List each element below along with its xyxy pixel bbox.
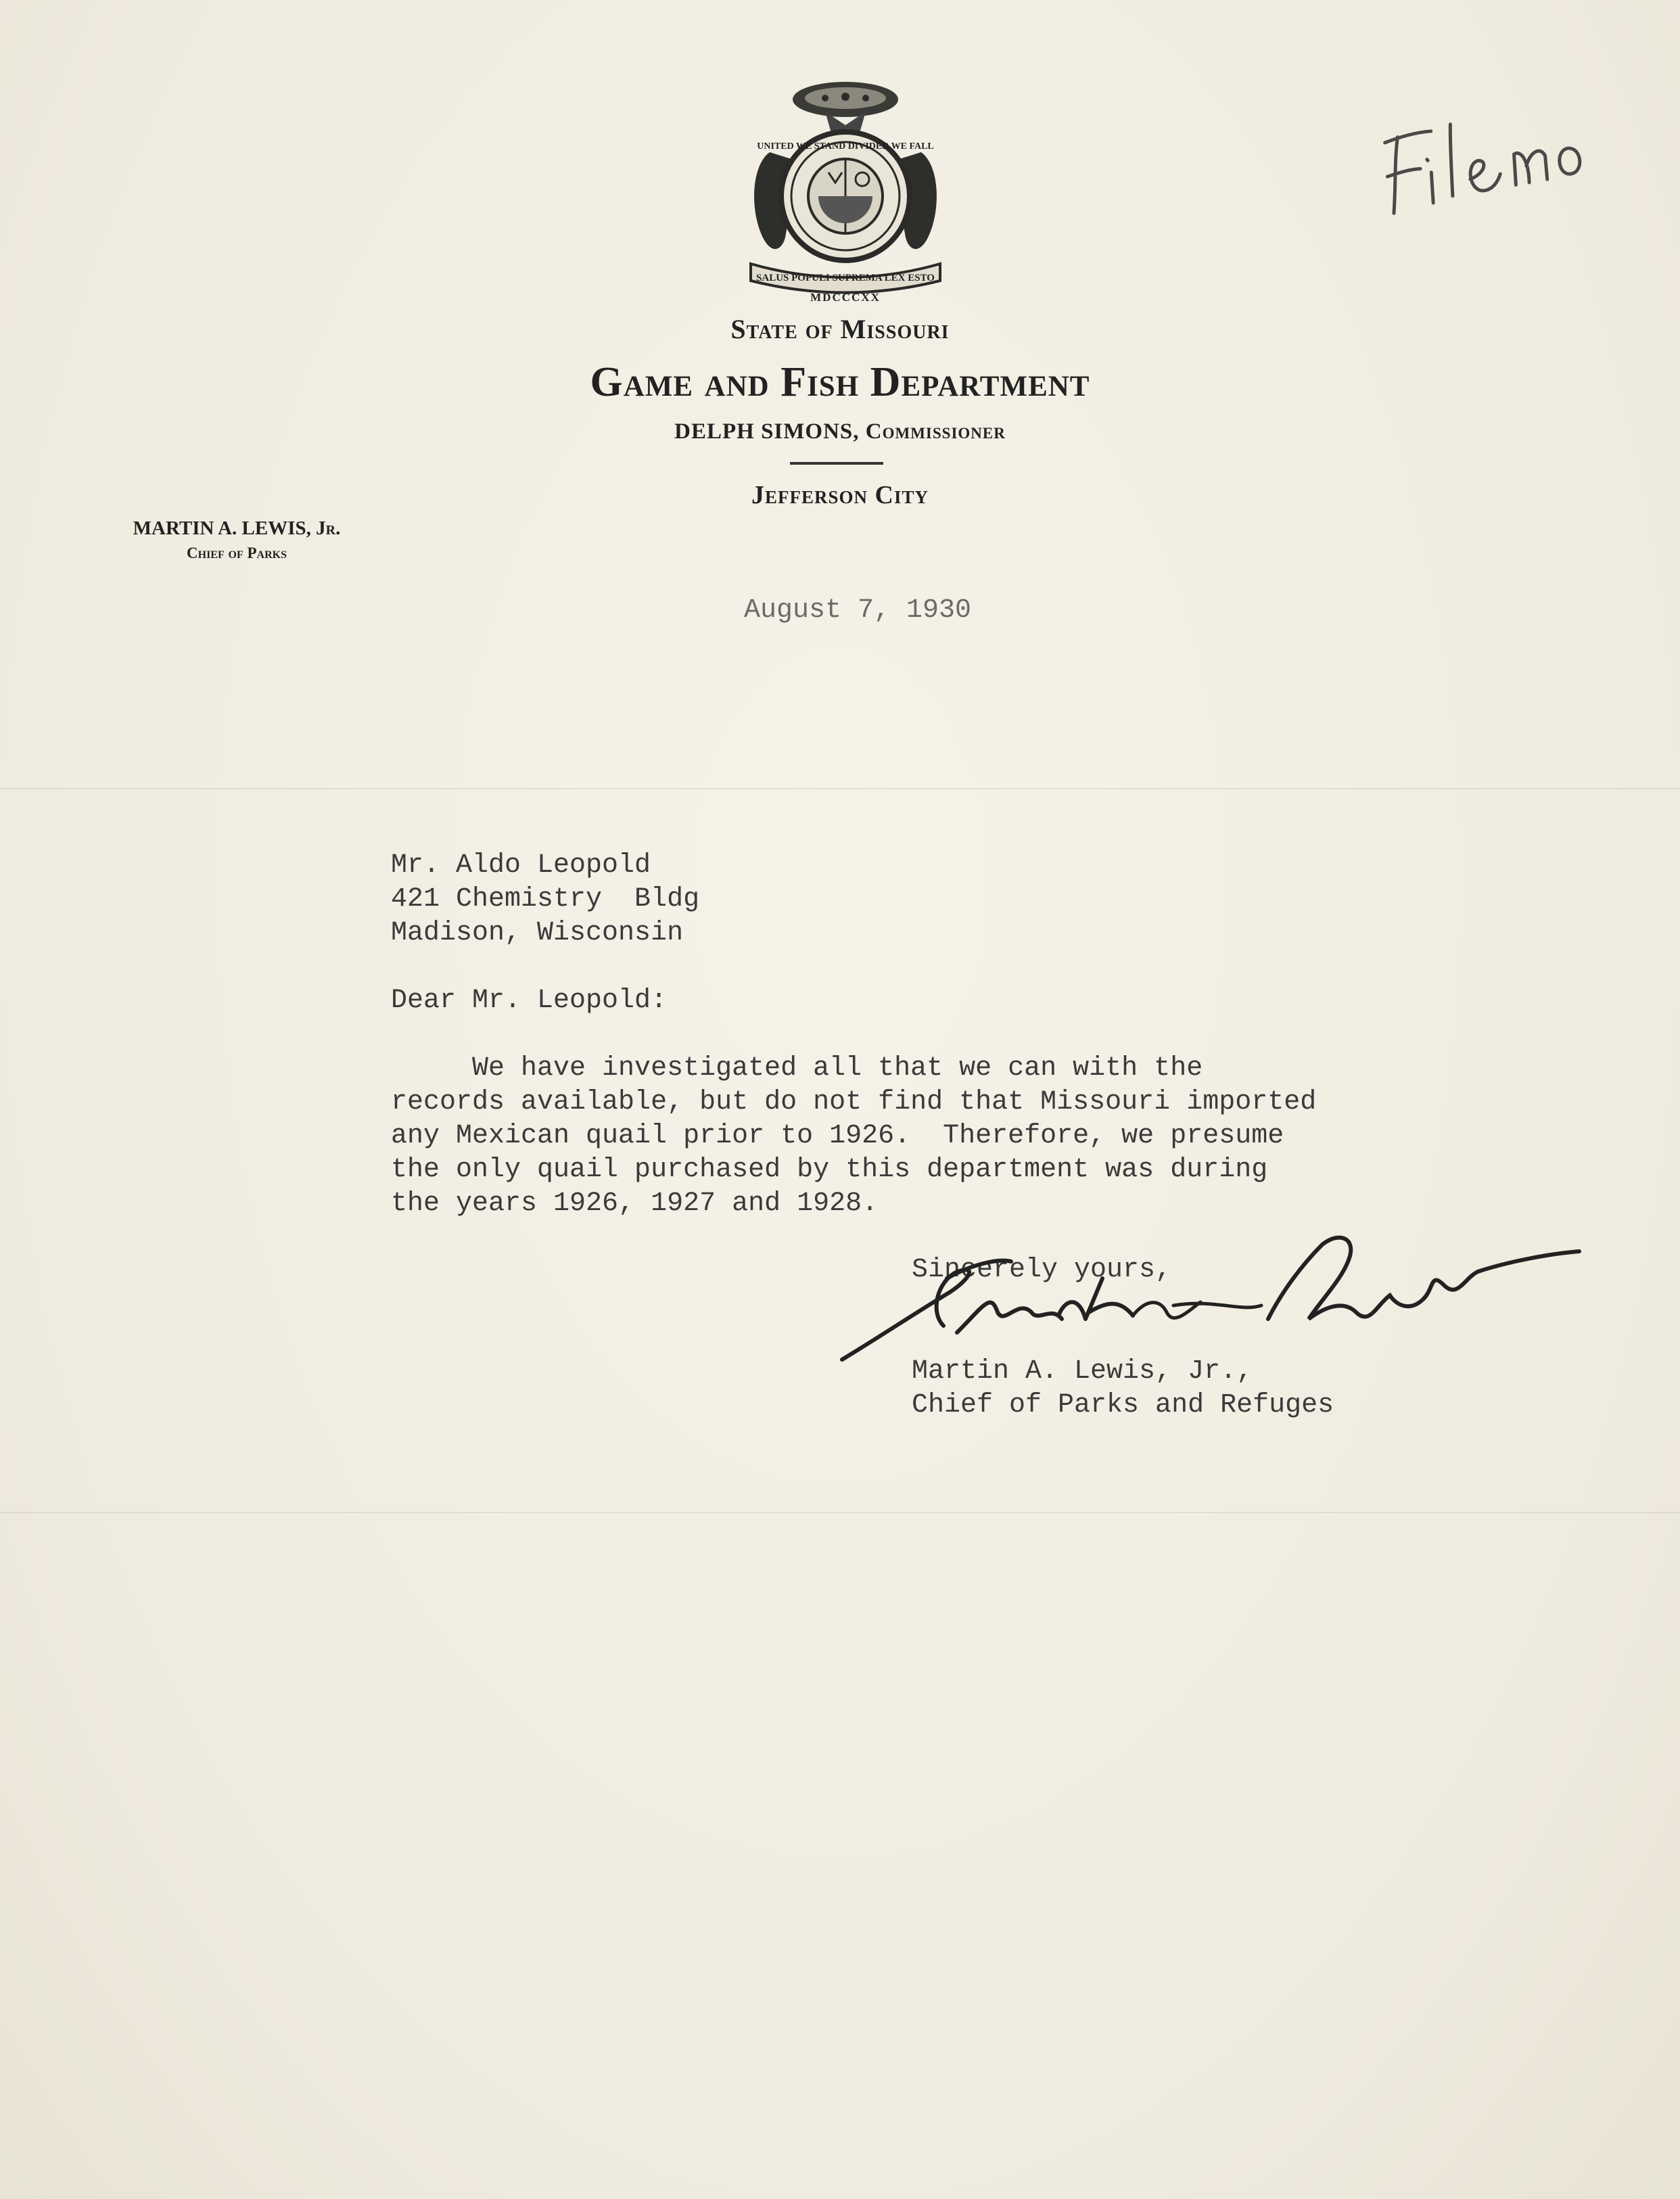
seal-ring-text: UNITED WE STAND DIVIDED WE FALL [757, 141, 934, 152]
letterhead-city: Jefferson City [751, 481, 929, 509]
body-line: the years 1926, 1927 and 1928. [391, 1188, 879, 1219]
signer-name: Martin A. Lewis, Jr., [912, 1356, 1253, 1387]
letterhead-commissioner: DELPH SIMONS, Commissioner [674, 419, 1006, 444]
recipient-address [391, 849, 699, 950]
letterhead-state: State of Missouri [730, 314, 950, 344]
fold-line [0, 1512, 1680, 1513]
body-line: the only quail purchased by this department was during [391, 1155, 1268, 1185]
letter-date: August 7, 1930 [744, 595, 972, 626]
signer-title: Chief of Parks and Refuges [912, 1390, 1334, 1420]
body-line: any Mexican quail prior to 1926. Therefore, we presume [391, 1121, 1284, 1151]
letter-body [391, 1052, 1316, 1221]
recipient-city: Madison, Wisconsin [391, 918, 684, 948]
salutation: Dear Mr. Leopold: [391, 986, 668, 1016]
signature-block [912, 1355, 1334, 1422]
sidebar-title: Chief of Parks [187, 545, 287, 561]
body-line: records available, but do not find that Missouri imported [391, 1087, 1317, 1117]
body-line: We have investigated all that we can with the [391, 1053, 1203, 1084]
sidebar-name: MARTIN A. LEWIS, Jr. [133, 517, 341, 539]
fold-line [0, 788, 1680, 789]
state-seal-icon [737, 71, 954, 304]
recipient-street: 421 Chemistry Bldg [391, 884, 700, 915]
letterhead-department: Game and Fish Department [590, 359, 1090, 405]
letterhead-divider [790, 462, 883, 465]
seal-year: MDCCCXX [810, 291, 881, 304]
seal-motto: SALUS POPULI SUPREMA LEX ESTO [756, 273, 935, 283]
closing: Sincerely yours, [912, 1255, 1172, 1285]
recipient-name: Mr. Aldo Leopold [391, 850, 651, 881]
